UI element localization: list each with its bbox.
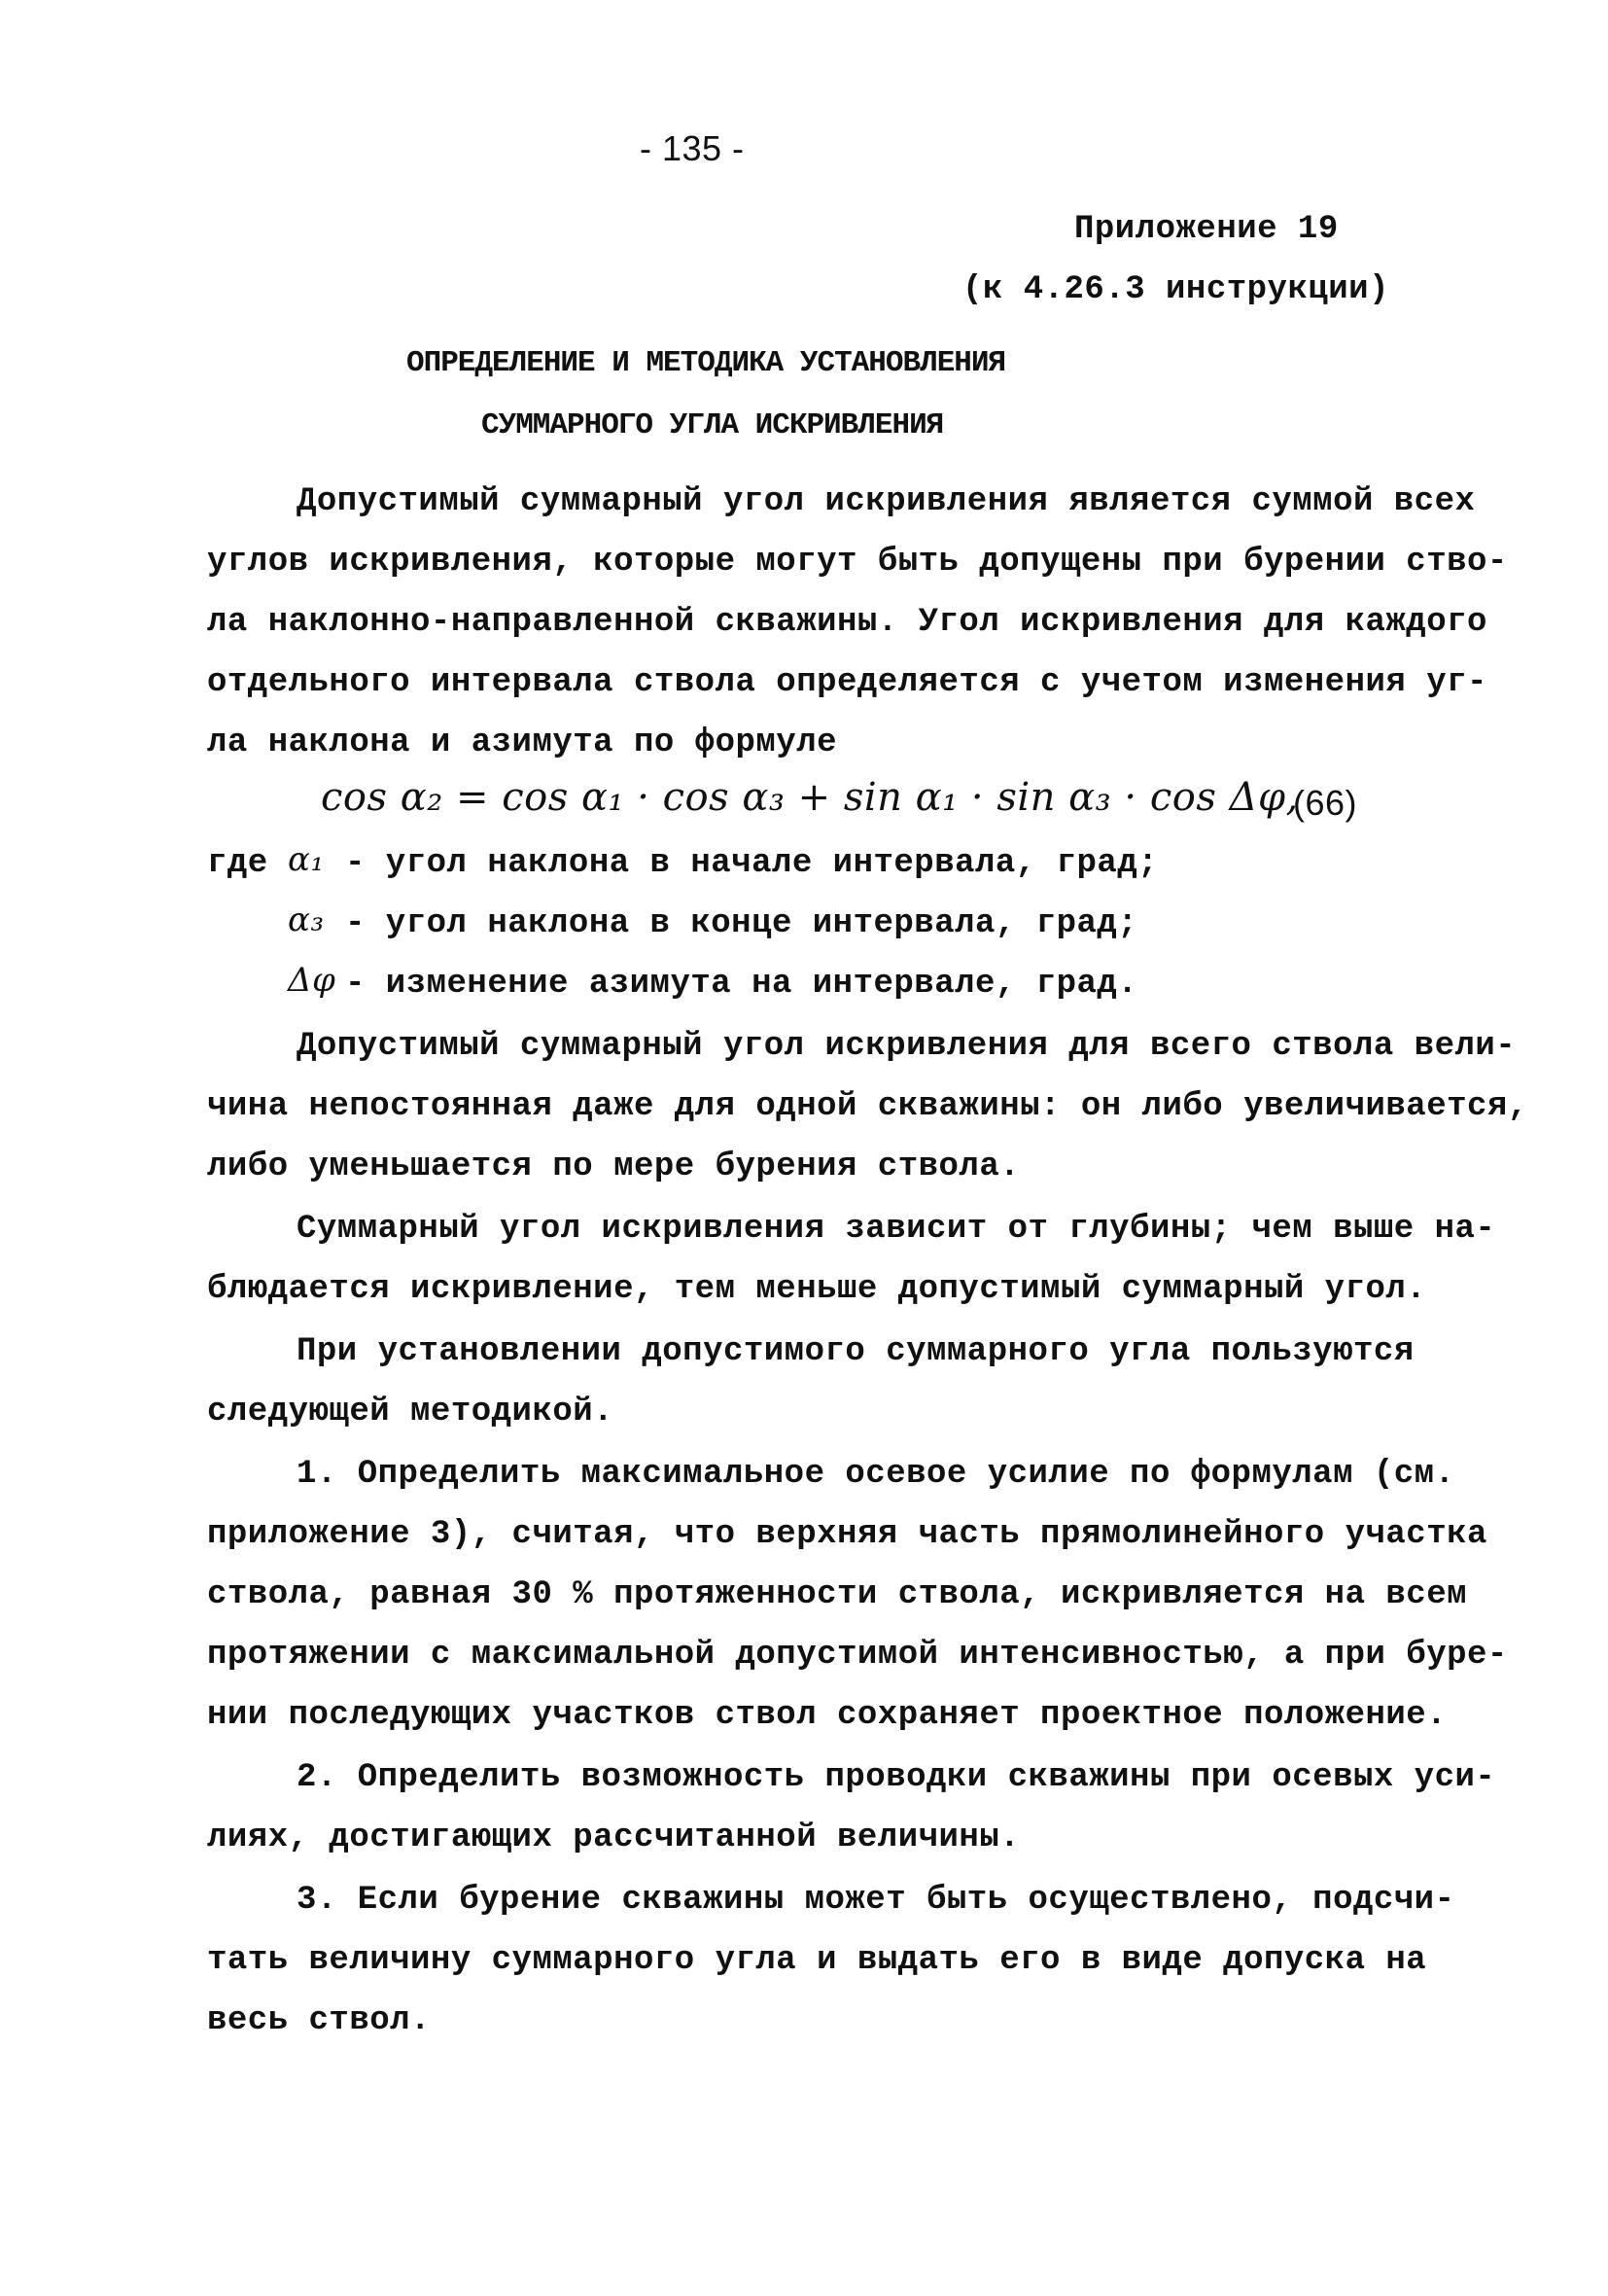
step2-line-2: лиях, достигающих рассчитанной величины. <box>207 1819 1021 1856</box>
appendix-title: Приложение 19 <box>1074 211 1339 248</box>
para2-line-1: Допустимый суммарный угол искривления для всего ствола вели- <box>297 1028 1517 1065</box>
step1-line-5: нии последующих участков ствол сохраняет проектное положение. <box>207 1697 1448 1734</box>
delta-phi-symbol: Δφ <box>288 961 336 1000</box>
formula-number: (66) <box>1293 783 1358 823</box>
para3-line-1: Суммарный угол искривления зависит от глубины; чем выше на- <box>297 1211 1496 1248</box>
page-number: - 135 - <box>640 128 745 168</box>
step1-line-1: 1. Определить максимальное осевое усилие по формулам (см. <box>297 1456 1455 1493</box>
legend-line-3: - изменение азимута на интервале, град. <box>345 966 1138 1003</box>
para4-line-2: следующей методикой. <box>207 1394 614 1431</box>
alpha3-symbol: α₃ <box>288 901 325 939</box>
legend-line-1: - угол наклона в начале интервала, град; <box>345 845 1159 882</box>
para3-line-2: блюдается искривление, тем меньше допустимый суммарный угол. <box>207 1271 1427 1308</box>
heading-line-1: ОПРЕДЕЛЕНИЕ И МЕТОДИКА УСТАНОВЛЕНИЯ <box>406 346 1006 380</box>
step1-line-4: протяжении с максимальной допустимой интенсивностью, а при буре- <box>207 1637 1508 1674</box>
formula-expression: cos α₂ = cos α₁ · cos α₃ + sin α₁ · sin α₃ · cos Δφ, <box>321 775 1299 820</box>
para2-line-3: либо уменьшается по мере бурения ствола. <box>207 1148 1021 1185</box>
legend-prefix: где <box>207 845 268 882</box>
intro-line-3: ла наклонно-направленной скважины. Угол искривления для каждого <box>207 604 1487 641</box>
para2-line-2: чина непостоянная даже для одной скважины: он либо увеличивается, <box>207 1088 1528 1125</box>
step3-line-3: весь ствол. <box>207 2002 431 2039</box>
heading-line-2: СУММАРНОГО УГЛА ИСКРИВЛЕНИЯ <box>481 408 944 442</box>
legend-line-2: - угол наклона в конце интервала, град; <box>345 905 1138 942</box>
intro-line-2: углов искривления, которые могут быть допущены при бурении ство- <box>207 544 1508 581</box>
step1-line-3: ствола, равная 30 % протяженности ствола, искривляется на всем <box>207 1576 1468 1613</box>
appendix-reference: (к 4.26.3 инструкции) <box>962 271 1389 308</box>
step3-line-2: тать величину суммарного угла и выдать его в виде допуска на <box>207 1942 1427 1979</box>
step1-line-2: приложение 3), считая, что верхняя часть прямолинейного участка <box>207 1516 1487 1553</box>
alpha1-symbol: α₁ <box>288 840 325 879</box>
step3-line-1: 3. Если бурение скважины может быть осуществлено, подсчи- <box>297 1882 1455 1919</box>
step2-line-1: 2. Определить возможность проводки скважины при осевых уси- <box>297 1759 1496 1796</box>
para4-line-1: При установлении допустимого суммарного угла пользуются <box>297 1333 1415 1370</box>
intro-line-4: отдельного интервала ствола определяется с учетом изменения уг- <box>207 664 1487 701</box>
intro-line-5: ла наклона и азимута по формуле <box>207 724 838 761</box>
intro-line-1: Допустимый суммарный угол искривления является суммой всех <box>297 483 1476 520</box>
